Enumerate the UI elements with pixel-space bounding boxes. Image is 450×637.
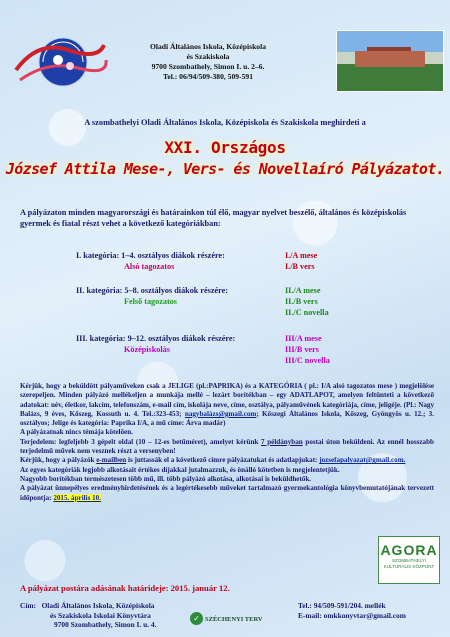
school-name-line2: és Szakiskola [186,52,230,61]
footer-address: Cím: Oladi Általános Iskola, Középiskola és Szakiskola Iskolai Könyvtára 9700 Szombathely, Simon I. u. 4. [20,601,157,629]
category-1-item-b: I./B vers [285,262,315,271]
intro-text: A pályázaton minden magyarországi és határainkon túl élő, magyar nyelvet beszélő, általános és középiskolás gyermek és fiatal részt vehet a következő kategóriákban: [20,208,407,228]
rules-paragraph-2: A pályázatnak nincs témája kötelően. [20,428,133,437]
school-photo [336,30,444,92]
category-3-sub: Középiskolás [124,345,170,354]
category-2-item-c: II./C novella [285,308,329,317]
category-3-item-a: III/A mese [285,334,322,343]
category-2-sub: Felső tagozatos [124,297,177,306]
szechenyi-label: SZÉCHENYI TERV [205,616,263,623]
school-address: 9700 Szombathely, Simon I. u. 2–6. [151,62,265,71]
submission-email-link[interactable]: jozsefapalyazat@gmail.com. [319,456,406,465]
footer-cim-label: Cím: [20,601,37,610]
school-header [118,42,298,82]
example-email-link[interactable]: nagybalázs@gmail.com [184,409,257,418]
deadline-text: A pályázat postára adásának határideje: 2015. január 12. [20,583,230,593]
event-date: 2015. április 10. [53,493,102,502]
footer-contact [298,601,406,621]
footer-tel: Tel.: 94/509-591/204. mellék [298,601,386,610]
category-1-label: I. kategória: 1–4. osztályos diákok részére: [76,251,225,260]
category-2-label: II. kategória: 5–8. osztályos diákok részére: [76,286,228,295]
szechenyi-icon: ✓ [190,612,203,625]
category-3-item-c: III/C novella [285,356,330,365]
rules-paragraph-4: Kérjük, hogy a pályázók e-mailben is juttassák el a következő címre pályázatukat és adatlapjukat: jozsefapalyazat@gmail.com. [20,456,406,465]
footer-email[interactable]: E-mail: omkkonyvtar@gmail.com [298,611,406,620]
rules-paragraph-1: Kérjük, hogy a beküldött pályaműveken csak a JELIGE (pl.:PAPRIKA) és a KATEGÓRIA ( pl.: I/A alsó tagozatos mese ) megjelölése szerepeljen. Minden pályázó mellékeljen a munkája mellé – lezárt borítékban – egy ADATLAPOT, amelyen feltünteti a következő adatokat: név, életkor, lakcím, telefonszám, e-mail cím, iskolája neve, címe, osztálya, pályaművének kategóriája, címe, jeligéje. (Pl.: Nagy Balázs, 9 éves, Kőszeg, Kossuth u. 4. Tel.:323-453; nagybalázs@gmail.com; Kőszegi Általános Iskola, Kőszeg, Gyöngyös u. 12.; 3. osztályos; Jelige és kategória: Paprika I/A, a mű címe: Árva madár) [20,382,434,428]
rules-text [20,382,434,503]
rules-paragraph-7: A pályázat ünnepélyes eredményhirdetésének és a legértékesebb műveket tartalmazó gyermekantológia könyvbemutatójának tervezett időpontja: 2015. április 10. [20,484,434,502]
rules-paragraph-6: Nagyobb borítékban természetesen több mű, ill. több pályázó alkotása, alkotásai is beküldhetők. [20,474,312,483]
announce-text: A szombathelyi Oladi Általános Iskola, Középiskola és Szakiskola meghirdeti a [84,118,366,127]
category-3-item-b: III/B vers [285,345,319,354]
rules-paragraph-5: Az egyes kategóriák legjobb alkotásait értékes díjakkal jutalmazzuk, és önálló kötetben is megjelentetjük. [20,465,340,474]
agora-logo: AGORA SZOMBATHELYI KULTURÁLIS KÖZPONT [378,536,440,584]
category-1-item-a: I./A mese [285,251,318,260]
category-1-sub: Alsó tagozatos [124,262,175,271]
category-3-label: III. kategória: 9–12. osztályos diákok részére: [76,334,236,343]
school-name-line1: Oladi Általános Iskola, Középiskola [149,42,267,51]
title-line2: József Attila Mese-, Vers- és Novellaíró Pályázatot. [5,160,445,178]
category-2-item-b: II./B vers [285,297,318,306]
school-logo [8,30,108,92]
category-2-item-a: II./A mese [285,286,321,295]
school-phone: Tel.: 06/94/509-380, 509-591 [163,72,253,81]
rules-paragraph-3: Terjedelem: legfeljebb 3 gépelt oldal (10 – 12-es betűméret), amelyet kérünk 7 példányban postai úton beküldeni. Az ennél hosszabb terjedelmű művek nem vesznek részt a versenyben! [20,437,434,456]
title-line1: XXI. Országos [164,138,286,157]
